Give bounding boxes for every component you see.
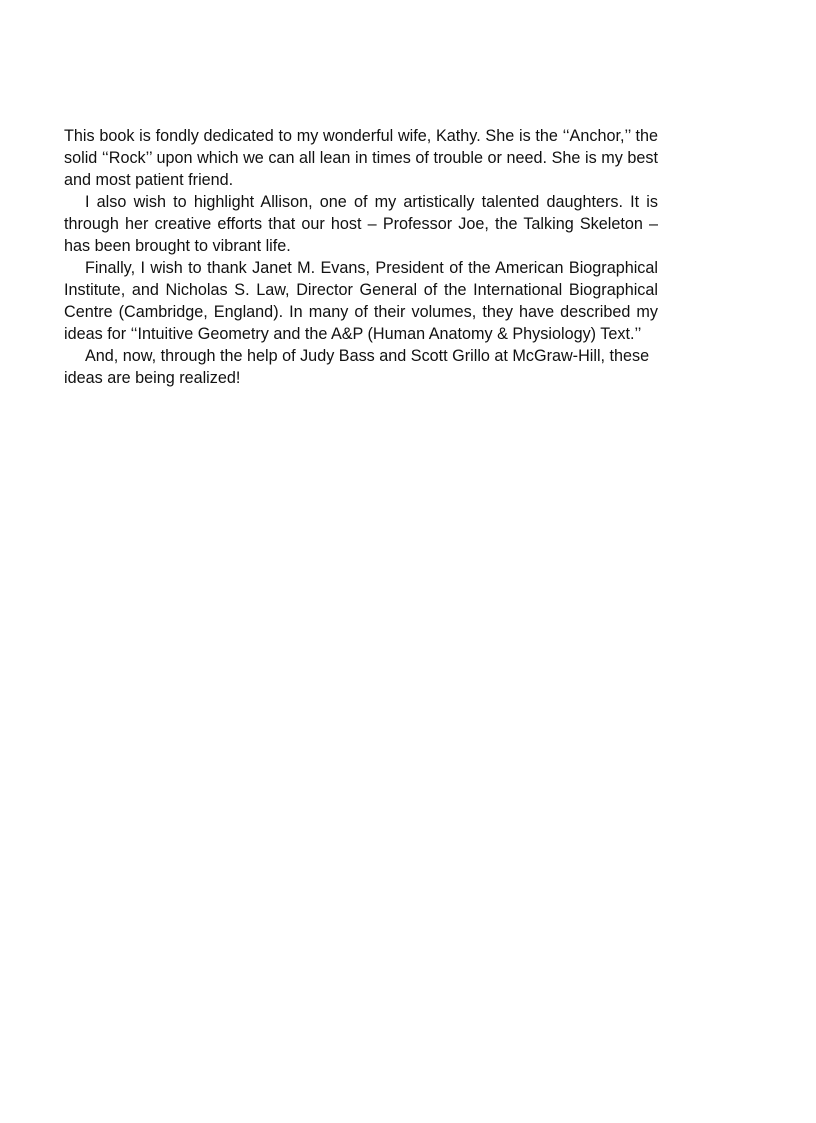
dedication-paragraph-mcgraw-hill: And, now, through the help of Judy Bass and Scott Grillo at McGraw-Hill, these ideas are being realized! (64, 347, 650, 387)
dedication-paragraph-acknowledgments: Finally, I wish to thank Janet M. Evans, President of the American Biographical Institute, and Nicholas S. Law, Director General of the International Biographical Centre (Cambridge, England). In many of their volumes, they have described my ideas for ‘‘Intuitive Geometry and the A&P (Human Anatomy & Physiology) Text.’’ (64, 259, 658, 343)
dedication-paragraph-kathy: This book is fondly dedicated to my wonderful wife, Kathy. She is the ‘‘Anchor,’’ the solid ‘‘Rock’’ upon which we can all lean in times of trouble or need. She is my best and most patient friend. (64, 127, 658, 189)
dedication-paragraph-allison: I also wish to highlight Allison, one of my artistically talented daughters. It is through her creative efforts that our host – Professor Joe, the Talking Skeleton – has been brought to vibrant life. (64, 193, 658, 255)
dedication-text (64, 125, 658, 389)
